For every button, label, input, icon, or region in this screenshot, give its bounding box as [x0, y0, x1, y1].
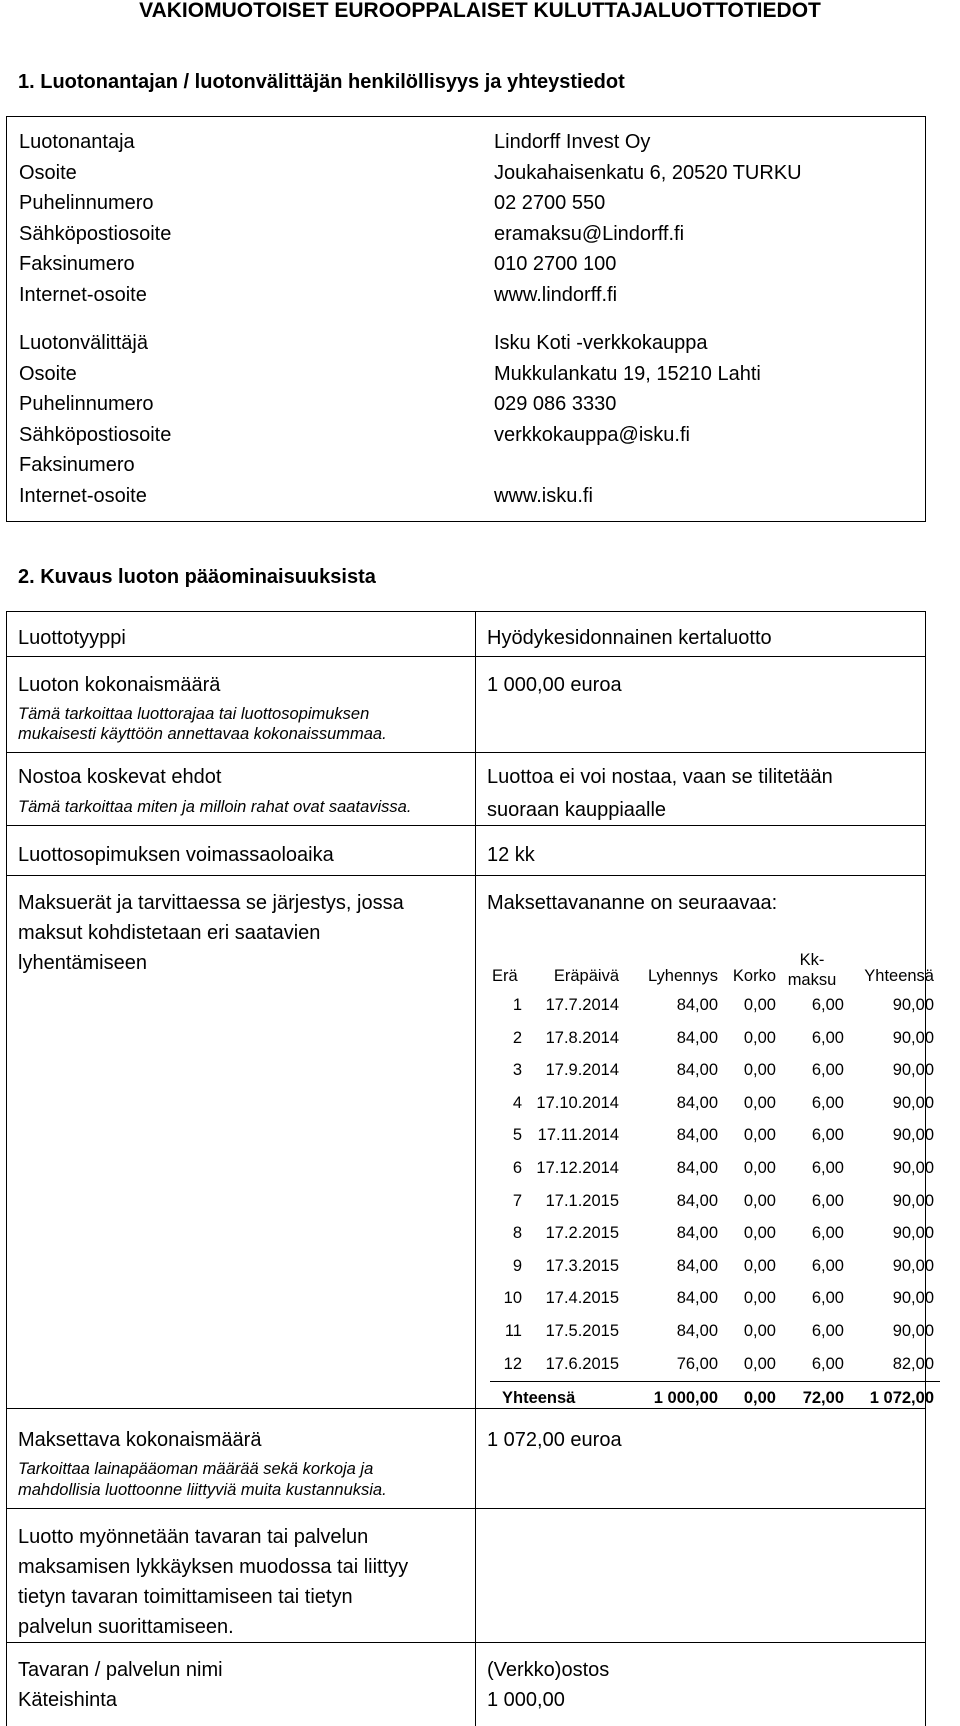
- cell-date: 17.7.2014: [545, 996, 619, 1014]
- total-label: Yhteensä: [502, 1389, 576, 1408]
- cell-lyhennys: 84,00: [676, 1191, 718, 1210]
- contact-value: 029 086 3330: [494, 393, 617, 415]
- payable-total-note: Tarkoittaa lainapääoman määrää sekä korkoja ja: [18, 1460, 374, 1478]
- cell-korko: 0,00: [743, 1126, 776, 1145]
- table-row: [490, 1251, 940, 1284]
- cell-date: 17.5.2015: [545, 1321, 619, 1340]
- cell-date: 17.3.2015: [545, 1256, 619, 1275]
- cell-yhteensa: 90,00: [892, 1224, 934, 1243]
- table-header: [490, 948, 940, 990]
- cell-date: 17.11.2014: [537, 1126, 619, 1145]
- payment-schedule-table: [490, 948, 940, 1416]
- divider: [6, 656, 926, 657]
- cell-kk: 6,00: [811, 1224, 844, 1243]
- contact-row: [7, 450, 925, 480]
- contact-value: Isku Koti -verkkokauppa: [494, 332, 708, 354]
- cash-price-value: 1 000,00: [487, 1689, 565, 1711]
- cell-era: 9: [512, 1256, 522, 1275]
- deferred-payment-text: maksamisen lykkäyksen muodossa tai liittyy: [18, 1556, 409, 1578]
- cell-kk: 6,00: [811, 1191, 844, 1210]
- cell-korko: 0,00: [743, 1256, 776, 1275]
- contact-value: eramaksu@Lindorff.fi: [494, 222, 685, 245]
- cell-lyhennys: 84,00: [676, 996, 718, 1014]
- cell-era: 2: [512, 1028, 522, 1047]
- table-total-row: [490, 1381, 940, 1416]
- contact-details-box: [6, 116, 926, 522]
- column-header-yhteensa: Yhteensä: [864, 967, 934, 985]
- table-row: [490, 1218, 940, 1251]
- installments-label: Maksuerät ja tarvittaessa se järjestys, jossa: [18, 892, 404, 914]
- cell-lyhennys: 84,00: [676, 1224, 718, 1243]
- contact-value: Mukkulankatu 19, 15210 Lahti: [494, 362, 761, 385]
- divider: [6, 752, 926, 753]
- contact-label: Puhelinnumero: [19, 192, 154, 214]
- duration-value: 12 kk: [487, 844, 535, 866]
- installments-label: maksut kohdistetaan eri saatavien: [18, 922, 321, 944]
- table-row: [490, 1088, 940, 1121]
- cell-kk: 6,00: [811, 1289, 844, 1308]
- contact-row: [7, 420, 925, 450]
- deferred-payment-text: palvelun suorittamiseen.: [18, 1616, 234, 1638]
- cell-era: 10: [503, 1289, 522, 1308]
- cell-lyhennys: 84,00: [676, 1289, 718, 1308]
- cell-kk: 6,00: [811, 1158, 844, 1177]
- contact-value: Joukahaisenkatu 6, 20520 TURKU: [494, 161, 802, 184]
- cell-era: 1: [512, 996, 522, 1014]
- cell-korko: 0,00: [743, 1354, 776, 1373]
- cell-korko: 0,00: [743, 1158, 776, 1177]
- cell-era: 4: [512, 1093, 522, 1112]
- cell-date: 17.2.2015: [545, 1224, 619, 1243]
- cell-yhteensa: 90,00: [892, 1028, 934, 1047]
- cell-yhteensa: 90,00: [892, 1061, 934, 1080]
- cell-lyhennys: 84,00: [676, 1321, 718, 1340]
- table-row: [490, 1283, 940, 1316]
- cell-lyhennys: 84,00: [676, 1061, 718, 1080]
- installments-intro: Maksettavananne on seuraavaa:: [487, 892, 778, 914]
- column-header-kk: Kk-: [799, 951, 825, 969]
- total-lyhennys: 1 000,00: [653, 1389, 718, 1408]
- table-row: [490, 1055, 940, 1088]
- table-body: [490, 990, 940, 1381]
- section-2-heading: 2. Kuvaus luoton pääominaisuuksista: [18, 566, 376, 588]
- contact-row: [7, 188, 925, 218]
- contact-row: [7, 249, 925, 279]
- cell-era: 7: [512, 1191, 522, 1210]
- credit-type-label: Luottotyyppi: [18, 627, 126, 649]
- table-row: [490, 1316, 940, 1349]
- cell-lyhennys: 84,00: [676, 1126, 718, 1145]
- cell-lyhennys: 84,00: [676, 1028, 718, 1047]
- table-row: [490, 990, 940, 1023]
- total-kk: 72,00: [802, 1389, 844, 1408]
- cell-kk: 6,00: [811, 1321, 844, 1340]
- contact-value: 02 2700 550: [494, 192, 606, 214]
- table-row: [490, 1153, 940, 1186]
- payable-total-label: Maksettava kokonaismäärä: [18, 1429, 262, 1451]
- cell-era: 5: [512, 1126, 522, 1145]
- contact-label: Luotonantaja: [19, 131, 135, 153]
- column-divider: [475, 611, 476, 1726]
- payable-total-note: mahdollisia luottoonne liittyviä muita kustannuksia.: [18, 1481, 387, 1499]
- cell-date: 17.10.2014: [536, 1093, 619, 1112]
- cell-kk: 6,00: [811, 996, 844, 1014]
- deferred-payment-text: Luotto myönnetään tavaran tai palvelun: [18, 1526, 369, 1548]
- contact-row: [7, 158, 925, 188]
- cell-date: 17.8.2014: [545, 1028, 619, 1047]
- cell-era: 6: [512, 1158, 522, 1177]
- cell-era: 11: [504, 1321, 522, 1340]
- contact-label: Faksinumero: [19, 454, 135, 476]
- cell-yhteensa: 90,00: [892, 1158, 934, 1177]
- contact-row: [7, 359, 925, 389]
- installments-label: lyhentämiseen: [18, 952, 147, 974]
- drawdown-label: Nostoa koskevat ehdot: [18, 766, 222, 788]
- contact-label: Sähköpostiosoite: [19, 222, 172, 245]
- cell-korko: 0,00: [743, 1191, 776, 1210]
- total-yhteensa: 1 072,00: [869, 1389, 934, 1408]
- cell-yhteensa: 90,00: [892, 996, 934, 1014]
- document-title: VAKIOMUOTOISET EUROOPPALAISET KULUTTAJALUOTTOTIEDOT: [139, 0, 821, 22]
- cell-yhteensa: 90,00: [892, 1126, 934, 1145]
- cash-price-label: Käteishinta: [18, 1689, 117, 1711]
- contact-row: [7, 389, 925, 419]
- contact-row: [7, 280, 925, 310]
- contact-row: [7, 127, 925, 157]
- drawdown-note: Tämä tarkoittaa miten ja milloin rahat ovat saatavissa.: [18, 798, 412, 816]
- divider: [6, 1642, 926, 1643]
- table-row: [490, 1349, 940, 1382]
- column-header-date: Eräpäivä: [553, 967, 619, 985]
- drawdown-value: suoraan kauppiaalle: [487, 799, 667, 821]
- duration-label: Luottosopimuksen voimassaoloaika: [18, 844, 334, 866]
- cell-korko: 0,00: [743, 1061, 776, 1080]
- contact-label: Osoite: [19, 161, 77, 184]
- column-header-era: Erä: [492, 967, 518, 985]
- contact-row: [7, 219, 925, 249]
- goods-name-label: Tavaran / palvelun nimi: [18, 1659, 223, 1681]
- total-amount-note: Tämä tarkoittaa luottorajaa tai luottosopimuksen: [18, 705, 370, 723]
- contact-label: Sähköpostiosoite: [19, 423, 172, 446]
- divider: [6, 875, 926, 876]
- cell-yhteensa: 90,00: [892, 1321, 934, 1340]
- contact-label: Internet-osoite: [19, 283, 147, 306]
- cell-kk: 6,00: [811, 1126, 844, 1145]
- credit-type-value: Hyödykesidonnainen kertaluotto: [487, 627, 772, 649]
- cell-kk: 6,00: [811, 1354, 844, 1373]
- cell-era: 12: [503, 1354, 522, 1373]
- cell-yhteensa: 90,00: [892, 1093, 934, 1112]
- section-1-heading: 1. Luotonantajan / luotonvälittäjän henkilöllisyys ja yhteystiedot: [18, 71, 625, 93]
- table-row: [490, 1186, 940, 1219]
- cell-era: 3: [512, 1061, 522, 1080]
- cell-era: 8: [512, 1224, 522, 1243]
- contact-row: [7, 328, 925, 358]
- column-header-kk: maksu: [787, 971, 837, 989]
- cell-korko: 0,00: [743, 1224, 776, 1243]
- cell-yhteensa: 90,00: [892, 1256, 934, 1275]
- contact-row: [7, 481, 925, 511]
- contact-value: verkkokauppa@isku.fi: [494, 423, 690, 446]
- cell-korko: 0,00: [743, 1321, 776, 1340]
- cell-lyhennys: 76,00: [676, 1354, 718, 1373]
- total-korko: 0,00: [743, 1389, 776, 1408]
- cell-date: 17.6.2015: [545, 1354, 619, 1373]
- contact-label: Luotonvälittäjä: [19, 332, 148, 354]
- column-header-korko: Korko: [732, 967, 776, 985]
- cell-yhteensa: 90,00: [892, 1289, 934, 1308]
- payable-total-value: 1 072,00 euroa: [487, 1429, 622, 1451]
- cell-kk: 6,00: [811, 1093, 844, 1112]
- cell-date: 17.1.2015: [545, 1191, 619, 1210]
- divider: [6, 825, 926, 826]
- divider: [6, 1508, 926, 1509]
- cell-korko: 0,00: [743, 1028, 776, 1047]
- cell-korko: 0,00: [743, 996, 776, 1014]
- cell-date: 17.12.2014: [536, 1158, 619, 1177]
- goods-name-value: (Verkko)ostos: [487, 1659, 610, 1681]
- cell-yhteensa: 82,00: [892, 1354, 934, 1373]
- cell-korko: 0,00: [743, 1289, 776, 1308]
- cell-date: 17.9.2014: [545, 1061, 619, 1080]
- contact-label: Puhelinnumero: [19, 393, 154, 415]
- table-row: [490, 1023, 940, 1056]
- total-amount-note: mukaisesti käyttöön annettavaa kokonaissummaa.: [18, 725, 387, 743]
- contact-label: Faksinumero: [19, 253, 135, 275]
- contact-label: Internet-osoite: [19, 484, 147, 507]
- cell-korko: 0,00: [743, 1093, 776, 1112]
- total-amount-value: 1 000,00 euroa: [487, 674, 622, 696]
- cell-kk: 6,00: [811, 1061, 844, 1080]
- cell-kk: 6,00: [811, 1256, 844, 1275]
- contact-value: www.lindorff.fi: [494, 283, 618, 306]
- cell-kk: 6,00: [811, 1028, 844, 1047]
- cell-lyhennys: 84,00: [676, 1158, 718, 1177]
- column-header-lyhennys: Lyhennys: [647, 967, 718, 985]
- table-row: [490, 1120, 940, 1153]
- contact-value: www.isku.fi: [494, 484, 593, 507]
- total-amount-label: Luoton kokonaismäärä: [18, 674, 221, 696]
- cell-date: 17.4.2015: [545, 1289, 619, 1308]
- cell-yhteensa: 90,00: [892, 1191, 934, 1210]
- cell-lyhennys: 84,00: [676, 1256, 718, 1275]
- contact-value: Lindorff Invest Oy: [494, 131, 651, 153]
- drawdown-value: Luottoa ei voi nostaa, vaan se tilitetään: [487, 766, 833, 788]
- cell-lyhennys: 84,00: [676, 1093, 718, 1112]
- contact-label: Osoite: [19, 362, 77, 385]
- contact-value: 010 2700 100: [494, 253, 617, 275]
- deferred-payment-text: tietyn tavaran toimittamiseen tai tietyn: [18, 1586, 353, 1608]
